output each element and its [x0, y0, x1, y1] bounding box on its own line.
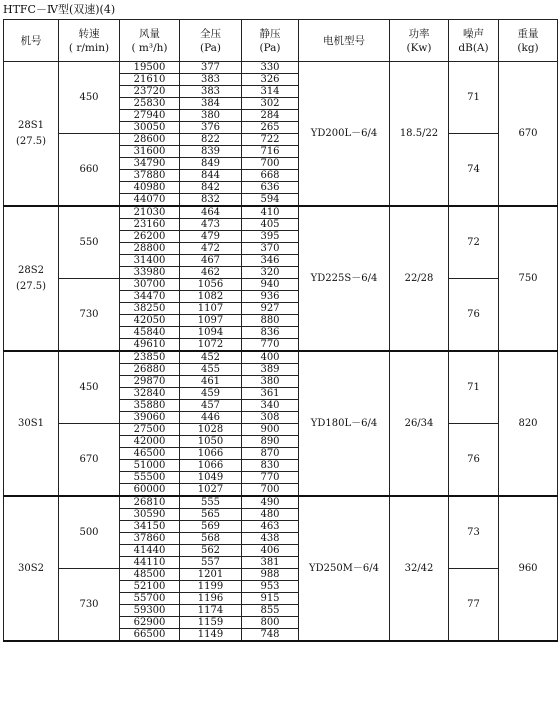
power-cell: 32/42 — [390, 496, 449, 641]
total-pressure-cell: 1196 — [180, 593, 242, 605]
total-pressure-cell: 842 — [180, 182, 242, 194]
total-pressure-cell: 557 — [180, 557, 242, 569]
static-pressure-cell: 770 — [242, 339, 299, 352]
airflow-cell: 60000 — [120, 484, 180, 497]
airflow-cell: 30590 — [120, 509, 180, 521]
speed-cell: 450 — [59, 62, 120, 134]
model-cell — [4, 62, 59, 207]
header-label: 重量 — [517, 27, 539, 40]
static-pressure-cell: 836 — [242, 327, 299, 339]
airflow-cell: 29870 — [120, 376, 180, 388]
static-pressure-cell: 346 — [242, 255, 299, 267]
total-pressure-cell: 377 — [180, 62, 242, 74]
static-pressure-cell: 722 — [242, 134, 299, 146]
total-pressure-cell: 452 — [180, 351, 242, 364]
header-power — [390, 20, 449, 62]
model-number: 30S2 — [18, 562, 44, 574]
total-pressure-cell: 1149 — [180, 629, 242, 642]
total-pressure-cell: 1097 — [180, 315, 242, 327]
airflow-cell: 37880 — [120, 170, 180, 182]
total-pressure-cell: 832 — [180, 194, 242, 207]
speed-cell: 550 — [59, 206, 120, 279]
noise-cell: 74 — [449, 134, 499, 207]
static-pressure-cell: 988 — [242, 569, 299, 581]
total-pressure-cell: 461 — [180, 376, 242, 388]
static-pressure-cell: 406 — [242, 545, 299, 557]
static-pressure-cell: 953 — [242, 581, 299, 593]
total-pressure-cell: 446 — [180, 412, 242, 424]
airflow-cell: 31600 — [120, 146, 180, 158]
header-label: 静压 — [259, 27, 281, 40]
total-pressure-cell: 384 — [180, 98, 242, 110]
model-size: (27.5) — [15, 280, 47, 292]
total-pressure-cell: 1159 — [180, 617, 242, 629]
static-pressure-cell: 594 — [242, 194, 299, 207]
static-pressure-cell: 265 — [242, 122, 299, 134]
header-speed — [59, 20, 120, 62]
header-motor — [299, 20, 390, 62]
total-pressure-cell: 1028 — [180, 424, 242, 436]
header-label: 功率 — [408, 27, 430, 40]
airflow-cell: 31400 — [120, 255, 180, 267]
header-label: 全压 — [200, 27, 221, 40]
header-row — [4, 20, 558, 62]
weight-cell: 750 — [499, 206, 558, 351]
static-pressure-cell: 330 — [242, 62, 299, 74]
airflow-cell: 30050 — [120, 122, 180, 134]
total-pressure-cell: 1094 — [180, 327, 242, 339]
table-row — [4, 279, 558, 291]
airflow-cell: 55500 — [120, 472, 180, 484]
total-pressure-cell: 459 — [180, 388, 242, 400]
table-row — [4, 424, 558, 436]
airflow-cell: 25830 — [120, 98, 180, 110]
static-pressure-cell: 405 — [242, 219, 299, 231]
header-noise — [449, 20, 499, 62]
static-pressure-cell: 480 — [242, 509, 299, 521]
total-pressure-cell: 1027 — [180, 484, 242, 497]
total-pressure-cell: 472 — [180, 243, 242, 255]
static-pressure-cell: 870 — [242, 448, 299, 460]
airflow-cell: 44070 — [120, 194, 180, 207]
airflow-cell: 28600 — [120, 134, 180, 146]
airflow-cell: 49610 — [120, 339, 180, 352]
airflow-cell: 26200 — [120, 231, 180, 243]
total-pressure-cell: 1107 — [180, 303, 242, 315]
header-label: 机号 — [20, 34, 42, 47]
total-pressure-cell: 1050 — [180, 436, 242, 448]
header-unit: (Pa) — [259, 41, 281, 54]
static-pressure-cell: 340 — [242, 400, 299, 412]
static-pressure-cell: 936 — [242, 291, 299, 303]
airflow-cell: 21030 — [120, 206, 180, 219]
static-pressure-cell: 890 — [242, 436, 299, 448]
noise-cell: 76 — [449, 279, 499, 352]
static-pressure-cell: 463 — [242, 521, 299, 533]
speed-cell: 730 — [59, 279, 120, 352]
total-pressure-cell: 383 — [180, 86, 242, 98]
airflow-cell: 34790 — [120, 158, 180, 170]
static-pressure-cell: 748 — [242, 629, 299, 642]
static-pressure-cell: 395 — [242, 231, 299, 243]
speed-cell: 450 — [59, 351, 120, 424]
airflow-cell: 32840 — [120, 388, 180, 400]
static-pressure-cell: 400 — [242, 351, 299, 364]
table-caption: HTFC－Ⅳ型(双速)(4) — [3, 3, 116, 16]
motor-cell: YD200L－6/4 — [299, 62, 390, 207]
total-pressure-cell: 568 — [180, 533, 242, 545]
airflow-cell: 39060 — [120, 412, 180, 424]
static-pressure-cell: 438 — [242, 533, 299, 545]
airflow-cell: 51000 — [120, 460, 180, 472]
airflow-cell: 23850 — [120, 351, 180, 364]
total-pressure-cell: 844 — [180, 170, 242, 182]
total-pressure-cell: 569 — [180, 521, 242, 533]
motor-cell: YD180L－6/4 — [299, 351, 390, 496]
static-pressure-cell: 410 — [242, 206, 299, 219]
total-pressure-cell: 455 — [180, 364, 242, 376]
total-pressure-cell: 464 — [180, 206, 242, 219]
total-pressure-cell: 467 — [180, 255, 242, 267]
static-pressure-cell: 361 — [242, 388, 299, 400]
speed-cell: 660 — [59, 134, 120, 207]
total-pressure-cell: 1066 — [180, 460, 242, 472]
total-pressure-cell: 376 — [180, 122, 242, 134]
static-pressure-cell: 700 — [242, 484, 299, 497]
noise-cell: 77 — [449, 569, 499, 642]
table-row — [4, 62, 558, 74]
airflow-cell: 30700 — [120, 279, 180, 291]
total-pressure-cell: 839 — [180, 146, 242, 158]
static-pressure-cell: 302 — [242, 98, 299, 110]
airflow-cell: 34150 — [120, 521, 180, 533]
weight-cell: 820 — [499, 351, 558, 496]
total-pressure-cell: 849 — [180, 158, 242, 170]
airflow-cell: 42050 — [120, 315, 180, 327]
airflow-cell: 38250 — [120, 303, 180, 315]
airflow-cell: 40980 — [120, 182, 180, 194]
static-pressure-cell: 800 — [242, 617, 299, 629]
header-label: 转速 — [78, 27, 100, 40]
header-label: 电机型号 — [323, 34, 365, 47]
header-label: 风量 — [139, 27, 160, 40]
static-pressure-cell: 389 — [242, 364, 299, 376]
airflow-cell: 35880 — [120, 400, 180, 412]
header-unit: (Pa) — [199, 41, 222, 54]
static-pressure-cell: 636 — [242, 182, 299, 194]
power-cell: 18.5/22 — [390, 62, 449, 207]
model-cell — [4, 206, 59, 351]
static-pressure-cell: 770 — [242, 472, 299, 484]
total-pressure-cell: 473 — [180, 219, 242, 231]
airflow-cell: 21610 — [120, 74, 180, 86]
airflow-cell: 37860 — [120, 533, 180, 545]
motor-cell: YD250M－6/4 — [299, 496, 390, 641]
noise-cell: 71 — [449, 351, 499, 424]
header-static-pressure — [242, 20, 299, 62]
model-cell — [4, 496, 59, 641]
header-unit: (kg) — [517, 41, 539, 54]
static-pressure-cell: 855 — [242, 605, 299, 617]
static-pressure-cell: 830 — [242, 460, 299, 472]
model-cell — [4, 351, 59, 496]
total-pressure-cell: 1199 — [180, 581, 242, 593]
header-unit: dB(A) — [458, 41, 489, 54]
total-pressure-cell: 1049 — [180, 472, 242, 484]
total-pressure-cell: 1072 — [180, 339, 242, 352]
total-pressure-cell: 383 — [180, 74, 242, 86]
header-airflow — [120, 20, 180, 62]
noise-cell: 73 — [449, 496, 499, 569]
total-pressure-cell: 565 — [180, 509, 242, 521]
speed-cell: 670 — [59, 424, 120, 497]
static-pressure-cell: 940 — [242, 279, 299, 291]
airflow-cell: 66500 — [120, 629, 180, 642]
table-row — [4, 351, 558, 364]
total-pressure-cell: 479 — [180, 231, 242, 243]
total-pressure-cell: 1082 — [180, 291, 242, 303]
speed-cell: 730 — [59, 569, 120, 642]
airflow-cell: 34470 — [120, 291, 180, 303]
airflow-cell: 23720 — [120, 86, 180, 98]
airflow-cell: 42000 — [120, 436, 180, 448]
static-pressure-cell: 716 — [242, 146, 299, 158]
total-pressure-cell: 1066 — [180, 448, 242, 460]
airflow-cell: 44110 — [120, 557, 180, 569]
static-pressure-cell: 927 — [242, 303, 299, 315]
noise-cell: 72 — [449, 206, 499, 279]
total-pressure-cell: 1056 — [180, 279, 242, 291]
total-pressure-cell: 457 — [180, 400, 242, 412]
total-pressure-cell: 462 — [180, 267, 242, 279]
header-unit: ( m³/h) — [131, 41, 168, 54]
total-pressure-cell: 822 — [180, 134, 242, 146]
header-unit: ( r/min) — [68, 41, 110, 54]
static-pressure-cell: 490 — [242, 496, 299, 509]
header-model — [4, 20, 59, 62]
total-pressure-cell: 555 — [180, 496, 242, 509]
model-number: 28S2 — [18, 264, 44, 276]
airflow-cell: 48500 — [120, 569, 180, 581]
airflow-cell: 52100 — [120, 581, 180, 593]
table-row — [4, 569, 558, 581]
airflow-cell: 27500 — [120, 424, 180, 436]
header-unit: (Kw) — [406, 41, 432, 54]
static-pressure-cell: 284 — [242, 110, 299, 122]
airflow-cell: 62900 — [120, 617, 180, 629]
fan-spec-table — [3, 19, 558, 642]
speed-cell: 500 — [59, 496, 120, 569]
static-pressure-cell: 880 — [242, 315, 299, 327]
static-pressure-cell: 314 — [242, 86, 299, 98]
total-pressure-cell: 380 — [180, 110, 242, 122]
airflow-cell: 46500 — [120, 448, 180, 460]
airflow-cell: 19500 — [120, 62, 180, 74]
total-pressure-cell: 562 — [180, 545, 242, 557]
static-pressure-cell: 915 — [242, 593, 299, 605]
power-cell: 22/28 — [390, 206, 449, 351]
airflow-cell: 41440 — [120, 545, 180, 557]
static-pressure-cell: 320 — [242, 267, 299, 279]
noise-cell: 76 — [449, 424, 499, 497]
airflow-cell: 26810 — [120, 496, 180, 509]
table-row — [4, 496, 558, 509]
static-pressure-cell: 308 — [242, 412, 299, 424]
model-number: 30S1 — [18, 417, 44, 429]
static-pressure-cell: 900 — [242, 424, 299, 436]
header-label: 噪声 — [463, 27, 484, 40]
weight-cell: 670 — [499, 62, 558, 207]
header-total-pressure — [180, 20, 242, 62]
motor-cell: YD225S－6/4 — [299, 206, 390, 351]
static-pressure-cell: 700 — [242, 158, 299, 170]
power-cell: 26/34 — [390, 351, 449, 496]
model-size: (27.5) — [15, 135, 47, 147]
airflow-cell: 26880 — [120, 364, 180, 376]
static-pressure-cell: 381 — [242, 557, 299, 569]
airflow-cell: 55700 — [120, 593, 180, 605]
table-body — [4, 62, 558, 642]
header-weight — [499, 20, 558, 62]
table-row — [4, 134, 558, 146]
static-pressure-cell: 370 — [242, 243, 299, 255]
weight-cell: 960 — [499, 496, 558, 641]
static-pressure-cell: 326 — [242, 74, 299, 86]
airflow-cell: 59300 — [120, 605, 180, 617]
static-pressure-cell: 380 — [242, 376, 299, 388]
airflow-cell: 27940 — [120, 110, 180, 122]
model-number: 28S1 — [18, 119, 44, 131]
noise-cell: 71 — [449, 62, 499, 134]
airflow-cell: 33980 — [120, 267, 180, 279]
airflow-cell: 28800 — [120, 243, 180, 255]
airflow-cell: 45840 — [120, 327, 180, 339]
static-pressure-cell: 668 — [242, 170, 299, 182]
total-pressure-cell: 1201 — [180, 569, 242, 581]
total-pressure-cell: 1174 — [180, 605, 242, 617]
airflow-cell: 23160 — [120, 219, 180, 231]
table-row — [4, 206, 558, 219]
